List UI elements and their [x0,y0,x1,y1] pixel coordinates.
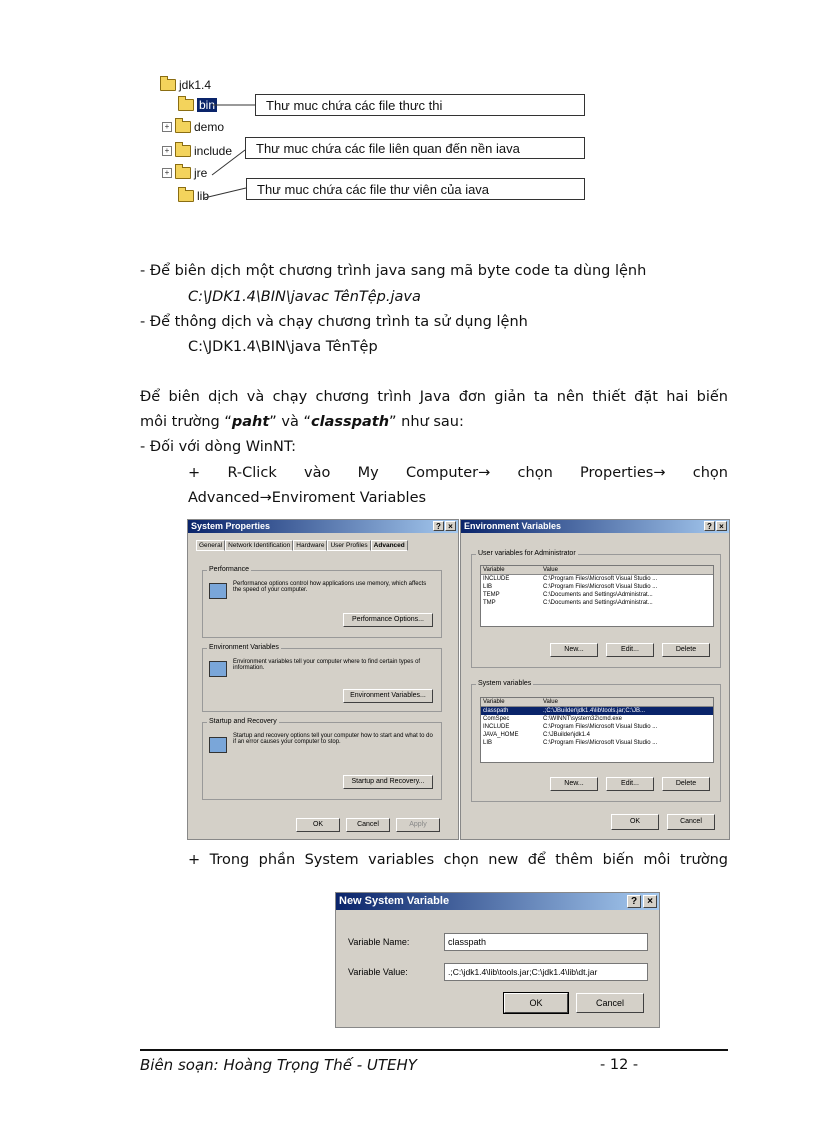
expand-icon[interactable]: + [162,168,172,178]
var-value: C:\Documents and Settings\Administrat... [543,600,653,606]
window-title-text: System Properties [191,521,271,531]
connector-line [204,188,246,198]
footer-author: Biên soạn: Hoàng Trọng Thế - UTEHY [140,1056,417,1074]
performance-options-button[interactable]: Performance Options... [343,613,433,627]
callout-jre: Thư muc chứa các file liên quan đến nền iava [245,137,585,159]
environment-group [202,644,442,712]
var-name: LIB [483,740,493,746]
body-line-winnt: - Đối với dòng WinNT: [140,439,296,455]
window-title [188,520,458,533]
step-rclick: + R-Click vào My Computer→ chọn Properties→ chọn [188,465,728,481]
step-rclick-cont: Advanced→Enviroment Variables [188,490,427,506]
variable-name-label: Variable Name: [348,937,410,947]
cancel-button[interactable]: Cancel [667,814,715,830]
col-variable: Variable [483,699,505,705]
performance-group [202,566,442,638]
user-delete-button[interactable]: Delete [662,643,710,657]
group-description: Performance options control how applications use memory, which affects the speed of your computer. [233,581,427,593]
list-header [481,566,713,575]
var-path: paht [231,414,270,430]
callout-lib: Thư muc chứa các file thư viên của iava [246,178,585,200]
var-name: TMP [483,600,496,606]
var-name: INCLUDE [483,724,510,730]
var-value: .;C:\JBuilder\jdk1.4\lib\tools.jar;C:\JB... [543,708,646,714]
group-label: System variables [478,680,532,687]
text-fragment: ” như sau: [389,414,464,430]
ok-button[interactable]: OK [504,993,568,1013]
list-item[interactable] [481,591,713,599]
tab-user-profiles[interactable]: User Profiles [327,540,370,551]
ok-button[interactable]: OK [296,818,340,832]
var-value: C:\Program Files\Microsoft Visual Studio ... [543,724,658,730]
startup-group [202,718,442,800]
window-title-text: New System Variable [339,895,450,907]
var-value: C:\WINNT\system32\cmd.exe [543,716,623,722]
user-new-button[interactable]: New... [550,643,598,657]
list-item[interactable] [481,731,713,739]
var-name: JAVA_HOME [483,732,519,738]
col-value: Value [543,567,558,573]
cmd-javac: C:\JDK1.4\BIN\javac TênTệp.java [188,289,421,305]
tree-item-label: demo [194,120,225,134]
apply-button[interactable]: Apply [396,818,440,832]
var-name: LIB [483,584,493,590]
list-item[interactable] [481,575,713,583]
system-properties-window [187,519,459,840]
tab-network[interactable]: Network Identification [225,540,293,551]
ok-button[interactable]: OK [611,814,659,830]
group-label: Startup and Recovery [209,718,277,725]
folder-tree-figure [150,72,595,212]
user-edit-button[interactable]: Edit... [606,643,654,657]
footer-rule [140,1049,728,1051]
group-description: Environment variables tell your computer where to find certain types of information. [233,659,421,671]
var-value: C:\Program Files\Microsoft Visual Studio ... [543,740,658,746]
close-icon[interactable]: × [716,521,727,531]
tab-hardware[interactable]: Hardware [293,540,327,551]
cmd-java: C:\JDK1.4\BIN\java TênTệp [188,339,378,355]
system-edit-button[interactable]: Edit... [606,777,654,791]
variable-value-label: Variable Value: [348,967,408,977]
monitor-icon [209,583,227,599]
variable-value-input[interactable]: .;C:\jdk1.4\lib\tools.jar;C:\jdk1.4\lib\dt.jar [444,963,648,981]
var-name: TEMP [483,592,500,598]
list-item[interactable] [481,599,713,607]
list-item[interactable] [481,715,713,723]
group-label: Performance [209,566,250,573]
window-title [461,520,729,533]
system-variables-group [471,680,721,802]
expand-icon[interactable]: + [162,122,172,132]
tab-strip [196,540,408,551]
tab-advanced[interactable]: Advanced [371,540,408,551]
window-title-text: Environment Variables [464,521,562,531]
window-title [336,893,659,910]
col-variable: Variable [483,567,505,573]
var-value: C:\Program Files\Microsoft Visual Studio ... [543,584,658,590]
user-variables-group [471,550,721,668]
var-name: classpath [483,708,509,714]
expand-icon[interactable]: + [162,146,172,156]
group-label: Environment Variables [209,644,279,651]
connector-line [212,150,245,175]
group-description: Startup and recovery options tell your computer how to start and what to do if an error causes your computer to stop. [233,733,433,745]
close-icon[interactable]: × [445,521,456,531]
list-item[interactable] [481,583,713,591]
var-value: C:\JBuilder\jdk1.4 [543,732,591,738]
cancel-button[interactable]: Cancel [346,818,390,832]
var-name: ComSpec [483,716,510,722]
body-line-compile: - Để biên dịch một chương trình java sang mã byte code ta dùng lệnh [140,263,647,279]
var-classpath: classpath [311,414,390,430]
user-variables-list[interactable] [480,565,714,627]
callout-bin: Thư muc chứa các file thưc thi [255,94,585,116]
list-item[interactable] [481,739,713,747]
list-header [481,698,713,707]
help-icon[interactable]: ? [433,521,444,531]
var-value: C:\Program Files\Microsoft Visual Studio ... [543,576,658,582]
text-fragment: môi trường “ [140,414,232,430]
group-label: User variables for Administrator [478,550,576,557]
cancel-button[interactable]: Cancel [576,993,644,1013]
list-item[interactable] [481,723,713,731]
environment-variables-window [460,519,730,840]
computer-icon [209,661,227,677]
system-variables-list[interactable] [480,697,714,763]
tree-item-label: include [194,144,233,158]
var-value: C:\Documents and Settings\Administrat... [543,592,653,598]
tree-root-label: jdk1.4 [179,78,212,92]
tree-item-label: jre [194,166,208,180]
help-icon[interactable]: ? [704,521,715,531]
close-icon[interactable]: × [643,895,657,908]
body-paragraph: Để biên dịch và chạy chương trình Java đơn giản ta nên thiết đặt hai biến [140,389,728,405]
var-name: INCLUDE [483,576,510,582]
startup-recovery-button[interactable]: Startup and Recovery... [343,775,433,789]
help-icon[interactable]: ? [627,895,641,908]
tree-item-label: lib [197,189,210,203]
body-paragraph-cont [140,412,464,432]
body-line-run: - Để thông dịch và chạy chương trình ta sử dụng lệnh [140,314,528,330]
startup-icon [209,737,227,753]
col-value: Value [543,699,558,705]
environment-variables-button[interactable]: Environment Variables... [343,689,433,703]
variable-name-input[interactable]: classpath [444,933,648,951]
list-item-selected[interactable] [481,707,713,715]
new-system-variable-dialog [335,892,660,1028]
system-new-button[interactable]: New... [550,777,598,791]
tab-general[interactable]: General [196,540,225,551]
page-number: - 12 - [600,1057,639,1073]
tree-item-label: bin [199,98,216,112]
text-fragment: ” và “ [269,414,311,430]
system-delete-button[interactable]: Delete [662,777,710,791]
step-system-variables: + Trong phần System variables chọn new để thêm biến môi trường [188,852,728,868]
